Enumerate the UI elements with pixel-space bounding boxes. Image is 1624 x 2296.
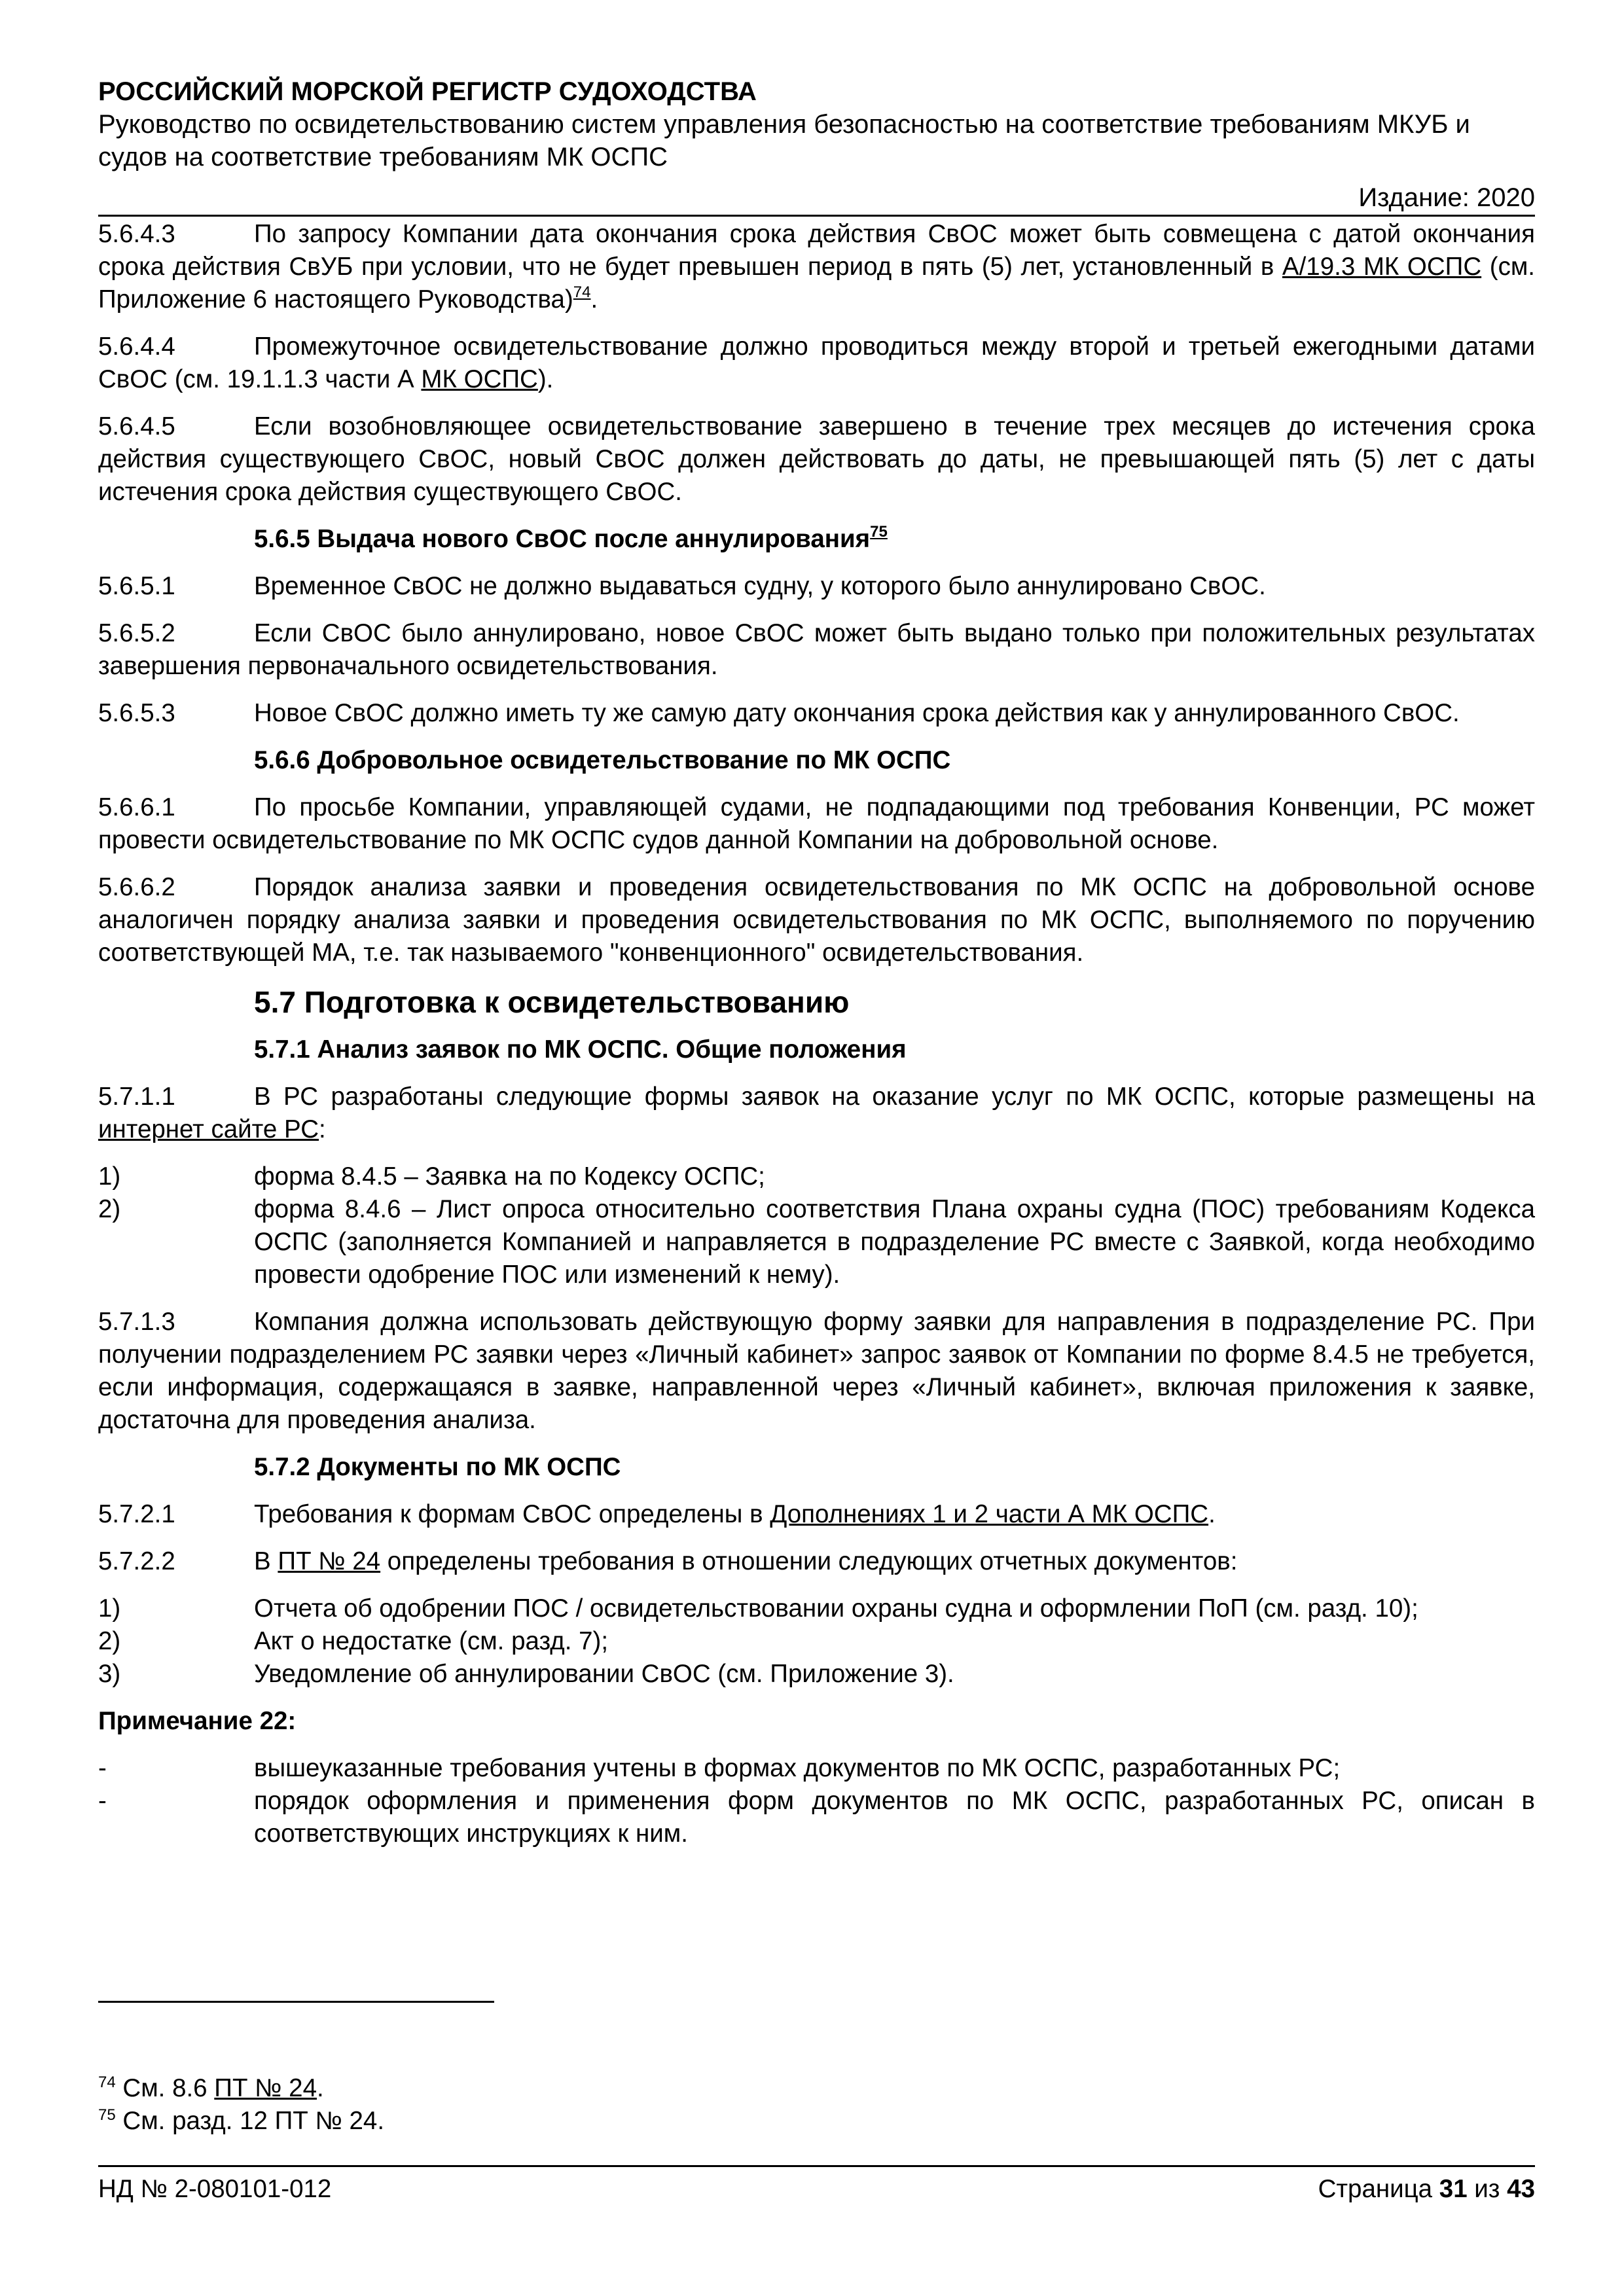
list-item [98, 1625, 1535, 1658]
footnote-separator [98, 2001, 494, 2003]
heading-5-7-1: 5.7.1 Анализ заявок по МК ОСПС. Общие положения [254, 1035, 907, 1064]
list-item-text: порядок оформления и применения форм документов по МК ОСПС, разработанных РС, описан в соответствующих инструкциях к ним. [254, 1787, 1535, 1848]
list-marker: 3) [98, 1660, 121, 1688]
page-number: 31 [1439, 2175, 1468, 2203]
paragraph-number: 5.7.2.2 [98, 1547, 175, 1575]
documents-list [98, 1592, 1535, 1691]
footnote-text: См. разд. 12 ПТ № 24. [115, 2107, 385, 2135]
heading-5-6-6: 5.6.6 Добровольное освидетельствование по МК ОСПС [254, 746, 951, 774]
page-indicator [1318, 2173, 1535, 2206]
link-supplements[interactable]: Дополнениях 1 и 2 части А МК ОСПС [770, 1500, 1209, 1528]
paragraph-5-6-6-1 [98, 791, 1535, 857]
paragraph-number: 5.6.4.3 [98, 220, 175, 248]
paragraph-5-6-5-2 [98, 617, 1535, 683]
footnote-number: 75 [98, 2106, 116, 2124]
footnote-75 [98, 2105, 1535, 2138]
paragraph-text: В РС разработаны следующие формы заявок на оказание услуг по МК ОСПС, которые размещены на [254, 1083, 1535, 1111]
section-heading-5-7: 5.7 Подготовка к освидетельствованию [254, 985, 850, 1019]
footnote-ref-74[interactable]: 74 [573, 283, 591, 301]
edition-label: Издание: 2020 [1358, 183, 1535, 212]
forms-list [98, 1160, 1535, 1291]
paragraph-5-6-4-3 [98, 218, 1535, 316]
list-item [98, 1160, 1535, 1193]
paragraph-number: 5.7.2.1 [98, 1500, 175, 1528]
list-item-text: Уведомление об аннулировании СвОС (см. Приложение 3). [254, 1660, 954, 1688]
paragraph-number: 5.7.1.1 [98, 1083, 175, 1111]
paragraph-5-6-5-3 [98, 697, 1535, 730]
link-mk-osps[interactable]: МК ОСПС [421, 365, 538, 393]
list-item-text: форма 8.4.6 – Лист опроса относительно соответствия Плана охраны судна (ПОС) требованиям Кодекса ОСПС (заполняется Компанией и направляется в подразделение РС вместе с Заявкой, когда необходимо провести одобрение ПОС или изменений к нему). [254, 1195, 1535, 1289]
paragraph-text: Требования к формам СвОС определены в [254, 1500, 770, 1528]
list-marker: - [98, 1787, 107, 1815]
paragraph-text: Компания должна использовать действующую форму заявки для направления в подразделение РС. При получении подразделением РС заявки через «Личный кабинет» запрос заявок от Компании по форме 8.4.5 не требуется, если информация, содержащаяся в заявке, направленной через «Личный кабинет», включая приложения к заявке, достаточна для проведения анализа. [98, 1308, 1535, 1434]
paragraph-number: 5.6.4.4 [98, 332, 175, 361]
list-marker: 2) [98, 1627, 121, 1655]
footer-divider [98, 2165, 1535, 2167]
paragraph-5-6-4-5 [98, 410, 1535, 509]
paragraph-number: 5.7.1.3 [98, 1308, 175, 1336]
paragraph-text: Если СвОС было аннулировано, новое СвОС может быть выдано только при положительных результатах завершения первоначального освидетельствования. [98, 619, 1535, 680]
paragraph-text: : [319, 1115, 326, 1143]
list-item-text: вышеуказанные требования учтены в формах документов по МК ОСПС, разработанных РС; [254, 1754, 1341, 1782]
paragraph-text: По запросу Компании дата окончания срока действия СвОС может быть совмещена с датой окончания срока действия СвУБ при условии, что не будет превышен период в пять (5) лет, установленный в [98, 220, 1535, 281]
list-marker: 1) [98, 1594, 121, 1623]
page-footer [98, 2173, 1535, 2206]
paragraph-text: В [254, 1547, 278, 1575]
list-item [98, 1193, 1535, 1291]
heading-5-6-5 [98, 523, 1535, 556]
page-total: 43 [1507, 2175, 1535, 2203]
header-divider [98, 215, 1535, 217]
paragraph-text: ). [537, 365, 554, 393]
paragraph-text: По просьбе Компании, управляющей судами, не подпадающими под требования Конвенции, РС может провести освидетельствование по МК ОСПС судов данной Компании на добровольной основе. [98, 793, 1535, 854]
link-a19-3[interactable]: А/19.3 МК ОСПС [1282, 253, 1482, 281]
paragraph-5-6-4-4 [98, 331, 1535, 396]
heading-text: 5.6.5 Выдача нового СвОС после аннулирования [254, 525, 871, 553]
document-title: Руководство по освидетельствованию систем управления безопасностью на соответствие требованиям МКУБ и судов на соответствие требованиям МК ОСПС [98, 110, 1470, 171]
page-label: Страница [1318, 2175, 1439, 2203]
paragraph-5-7-1-1 [98, 1081, 1535, 1146]
paragraph-number: 5.6.5.3 [98, 699, 175, 727]
note-22 [98, 1705, 1535, 1850]
paragraph-text: определены требования в отношении следующих отчетных документов: [380, 1547, 1238, 1575]
list-item [98, 1592, 1535, 1625]
paragraph-5-6-5-1 [98, 570, 1535, 603]
paragraph-number: 5.6.5.2 [98, 619, 175, 647]
list-item-text: Отчета об одобрении ПОС / освидетельствовании охраны судна и оформлении ПоП (см. разд. 10); [254, 1594, 1418, 1623]
heading-5-7-2: 5.7.2 Документы по МК ОСПС [254, 1453, 621, 1481]
list-item [98, 1752, 1535, 1785]
link-pt-24[interactable]: ПТ № 24 [278, 1547, 381, 1575]
paragraph-text: . [590, 285, 598, 314]
paragraph-number: 5.6.4.5 [98, 412, 175, 440]
paragraph-5-7-1-3 [98, 1306, 1535, 1437]
paragraph-text: Промежуточное освидетельствование должно проводиться между второй и третьей ежегодными датами СвОС (см. 19.1.1.3 части А [98, 332, 1535, 393]
list-item [98, 1658, 1535, 1691]
link-pt-24-footnote[interactable]: ПТ № 24 [214, 2074, 317, 2102]
paragraph-text: . [1208, 1500, 1216, 1528]
paragraph-text: (см. Приложение 6 настоящего Руководства) [98, 253, 1535, 314]
footnote-ref-75[interactable]: 75 [870, 523, 888, 541]
document-number: НД № 2-080101-012 [98, 2175, 332, 2203]
paragraph-text: Новое СвОС должно иметь ту же самую дату окончания срока действия как у аннулированного СвОС. [254, 699, 1460, 727]
list-item-text: Акт о недостатке (см. разд. 7); [254, 1627, 609, 1655]
paragraph-text: Если возобновляющее освидетельствование завершено в течение трех месяцев до истечения срока действия существующего СвОС, новый СвОС должен действовать до даты, не превышающей пять (5) лет с даты истечения срока действия существующего СвОС. [98, 412, 1535, 506]
list-marker: 2) [98, 1195, 121, 1223]
list-item-text: форма 8.4.5 – Заявка на по Кодексу ОСПС; [254, 1162, 765, 1191]
link-rs-website[interactable]: интернет сайте РС [98, 1115, 319, 1143]
footnotes [98, 2072, 1535, 2138]
page-body [98, 69, 1535, 1850]
paragraph-5-6-6-2 [98, 871, 1535, 969]
page-of: из [1467, 2175, 1507, 2203]
paragraph-5-7-2-2 [98, 1545, 1535, 1578]
organization-name: РОССИЙСКИЙ МОРСКОЙ РЕГИСТР СУДОХОДСТВА [98, 77, 757, 106]
paragraph-number: 5.6.6.1 [98, 793, 175, 821]
footnote-number: 74 [98, 2073, 116, 2091]
footnote-74 [98, 2072, 1535, 2105]
paragraph-number: 5.6.6.2 [98, 873, 175, 901]
document-header [98, 75, 1535, 217]
footnote-text: См. 8.6 [115, 2074, 215, 2102]
list-item [98, 1785, 1535, 1850]
paragraph-text: Временное СвОС не должно выдаваться судну, у которого было аннулировано СвОС. [254, 572, 1266, 600]
paragraph-5-7-2-1 [98, 1498, 1535, 1531]
list-marker: - [98, 1754, 107, 1782]
paragraph-number: 5.6.5.1 [98, 572, 175, 600]
paragraph-text: Порядок анализа заявки и проведения освидетельствования по МК ОСПС на добровольной основе аналогичен порядку анализа заявки и проведения освидетельствования по МК ОСПС, выполняемого по поручению соответствующей МА, т.е. так называемого "конвенционного" освидетельствования. [98, 873, 1535, 967]
list-marker: 1) [98, 1162, 121, 1191]
note-title: Примечание 22: [98, 1707, 297, 1735]
footnote-text: . [317, 2074, 324, 2102]
